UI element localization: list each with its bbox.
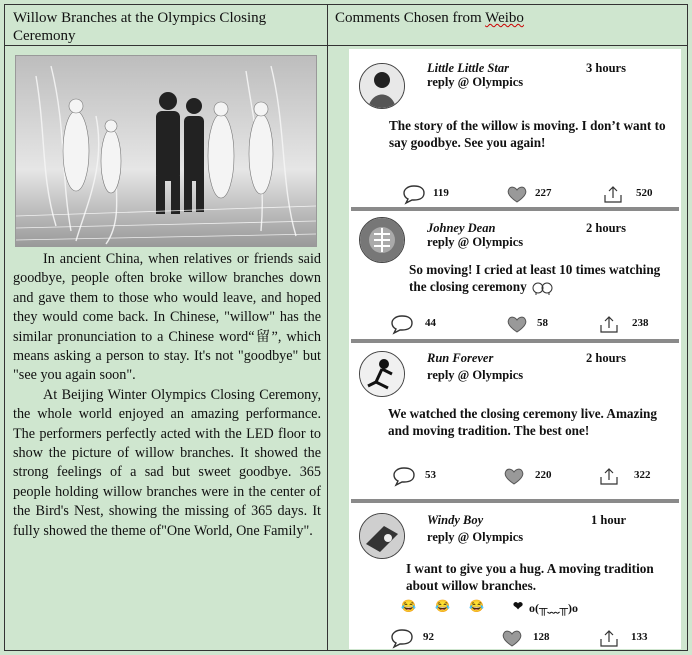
share-icon[interactable] [597,627,621,649]
header-divider [5,45,687,46]
two-column-table [4,4,688,651]
article-text [13,250,321,541]
comment-post [349,49,681,209]
like-icon[interactable] [504,313,530,335]
crying-emoji-icon: 😂 [469,599,484,613]
left-column-header: Willow Branches at the Olympics Closing Ceremony [13,10,267,44]
username[interactable]: Windy Boy [427,513,484,527]
article-paragraph-1: In ancient China, when relatives or friends said goodbye, people often broke willow branches down and gave them to those who would leave, and hoped they would come back. In Chinese, "willow" has the similar pronunciation to a Chinese word“留”, which means asking a person to stay. It's not "goodbye" but "see you again soon". [13,251,321,384]
header-prefix: Comments Chosen from [335,10,486,26]
comment-text: We watched the closing ceremony live. Amazing and moving tradition. The best one! [388,406,657,438]
avatar-icon [360,218,404,262]
heart-icon: ❤ [513,599,524,613]
like-icon[interactable] [501,465,527,487]
post-stats [349,313,681,335]
weibo-comments-panel [349,49,681,649]
comment-text [409,261,677,296]
comment-count: 44 [425,317,436,329]
crying-emoji-icon [530,280,554,296]
share-count: 238 [632,317,649,329]
share-count: 520 [636,187,653,199]
reply-target[interactable]: reply @ Olympics [427,75,524,89]
post-stats [349,627,681,649]
username[interactable]: Little Little Star [427,61,509,75]
post-time: 2 hours [586,351,626,365]
post-time: 3 hours [586,61,626,75]
like-count: 220 [535,469,552,481]
comment-count: 92 [423,631,434,643]
comment-icon[interactable] [401,183,427,205]
share-icon[interactable] [601,183,625,205]
ceremony-photo-illustration [16,56,316,246]
share-icon[interactable] [597,465,621,487]
comment-count: 119 [433,187,449,199]
avatar-icon [360,352,404,396]
comment-text: The story of the willow is moving. I don’t want to say goodbye. See you again! [389,118,666,150]
post-time: 2 hours [586,221,626,235]
username[interactable]: Johney Dean [427,221,496,235]
reply-target[interactable]: reply @ Olympics [427,368,524,382]
comment-post [349,341,681,499]
comment-icon[interactable] [389,313,415,335]
comment-count: 53 [425,469,436,481]
avatar [359,513,405,559]
like-count: 128 [533,631,550,643]
crying-emoji-icon: 😂 [401,599,416,613]
crying-emoji-icon: 😂 [435,599,450,613]
ceremony-photo [15,55,317,247]
avatar [359,63,405,109]
article-paragraph-2: At Beijing Winter Olympics Closing Ceremony, the whole world enjoyed an amazing performance. The performers perfectly acted with the LED floor to show the picture of willow branches. It showed the strong feelings of a sad but sweet goodbye. 365 people holding willow branches were in the center of the Bird's Nest, showing the missing of 365 days. It fully showed the theme of"One World, One Family". [13,386,321,539]
reply-target[interactable]: reply @ Olympics [427,530,524,544]
weibo-label: Weibo [485,10,524,26]
username[interactable]: Run Forever [427,351,494,365]
column-divider [327,5,328,650]
comment-icon[interactable] [391,465,417,487]
share-count: 133 [631,631,648,643]
share-count: 322 [634,469,651,481]
share-icon[interactable] [597,313,621,335]
comment-icon[interactable] [389,627,415,649]
reply-target[interactable]: reply @ Olympics [427,235,524,249]
avatar-icon [360,64,404,108]
post-time: 1 hour [591,513,627,527]
comment-post [349,209,681,339]
post-stats [349,183,681,205]
like-count: 227 [535,187,552,199]
comment-text: I want to give you a hug. A moving tradition about willow branches. [406,561,654,593]
avatar [359,217,405,263]
right-column-header [335,9,675,27]
emoji-row [401,599,671,617]
comment-text-body: So moving! I cried at least 10 times watching the closing ceremony [409,262,661,294]
comment-post [349,503,681,649]
post-stats [349,465,681,487]
avatar [359,351,405,397]
like-icon[interactable] [499,627,525,649]
like-count: 58 [537,317,548,329]
like-icon[interactable] [504,183,530,205]
crying-emoticon: o(╥﹏╥)o [529,601,578,615]
avatar-icon [360,514,404,558]
